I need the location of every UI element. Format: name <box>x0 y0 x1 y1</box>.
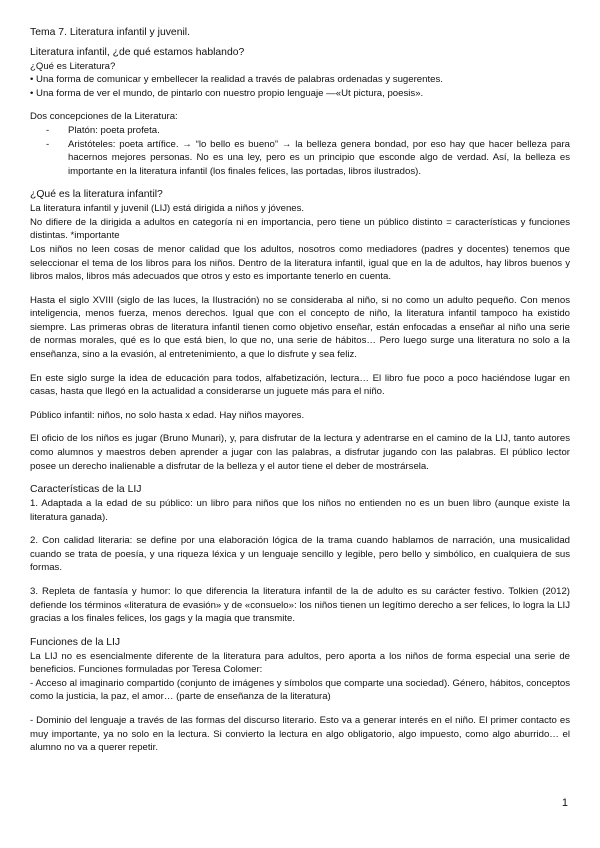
concepts-title: Dos concepciones de la Literatura: <box>30 111 178 123</box>
paragraph: - Acceso al imaginario compartido (conjunto de imágenes y símbolos que comparte una sociedad). Género, hábitos, conceptos como la justicia, la paz, el amor… (parte de enseñanza de la literatura) <box>30 677 570 703</box>
characteristic-item: 2. Con calidad literaria: se define por una elaboración lógica de la trama cuando hablamos de narración, una musicalidad cuando se trata de poesía, y una riqueza léxica y un lenguaje sencillo y legible, pero bello y simbólico, en cualquiera de sus formas. <box>30 535 570 574</box>
paragraph: En este siglo surge la idea de educación para todos, alfabetización, lectura… El libro fue poco a poco haciéndose lugar en casas, hasta que llegó en la actualidad a considerarse un juguete más para el niño. <box>30 372 570 398</box>
bullet-item: • Una forma de ver el mundo, de pintarlo con nuestro propio lenguaje —«Ut pictura, poesis». <box>30 87 424 99</box>
concept-item: - Platón: poeta profeta. <box>46 124 570 138</box>
section-heading-functions: Funciones de la LIJ <box>30 636 121 648</box>
paragraph: No difiere de la dirigida a adultos en categoría ni en importancia, pero tiene un público distinto = características y funciones distintas. *importante <box>30 216 570 242</box>
page-number: 1 <box>561 797 568 809</box>
paragraph: Los niños no leen cosas de menor calidad que los adultos, nosotros como mediadores (padres y docentes) tenemos que seleccionar el tema de los libros para los niños. Dentro de la literatura infantil, igual que en la de adultos, hay libros buenos y libros malos, libros más adecuados que otros y esto es importante tenerlo en cuenta. <box>30 243 570 283</box>
paragraph: La literatura infantil y juvenil (LIJ) está dirigida a niños y jóvenes. <box>30 203 305 215</box>
concept-item: - Aristóteles: poeta artífice. → “lo bello es bueno” → la belleza genera bondad, por eso hay que hacer belleza para hacernos mejores personas. No es una ley, pero es un principio que esconde algo de verdad. Así, la belleza es importante en la literatura infantil (los finales felices, las portadas, libros ilustrados). <box>46 138 570 179</box>
bullet-item: • Una forma de comunicar y embellecer la realidad a través de palabras ordenadas y sugerentes. <box>30 74 443 86</box>
paragraph: La LIJ no es esencialmente diferente de la literatura para adultos, pero aporta a los niños de forma especial una serie de beneficios. Funciones formuladas por Teresa Colomer: <box>30 650 570 676</box>
concepts-list <box>30 124 570 178</box>
section-heading-characteristics: Características de la LIJ <box>30 484 142 496</box>
document-page <box>30 26 570 755</box>
section-heading-intro: Literatura infantil, ¿de qué estamos hablando? <box>30 46 245 58</box>
characteristic-item: 3. Repleta de fantasía y humor: lo que diferencia la literatura infantil de la de adulto es su carácter festivo. Tolkien (2012) defiende los términos «literatura de evasión» y de «consuelo»: los niños tienen un legítimo derecho a ser felices, lo logra la LIJ gracias a los finales felices, los gags y la magia que transmite. <box>30 586 570 625</box>
characteristic-item: 1. Adaptada a la edad de su público: un libro para niños que los niños no entienden no es un buen libro (aunque existe la literatura ganada). <box>30 498 570 523</box>
subheading-what-is-literature: ¿Qué es Literatura? <box>30 60 116 72</box>
document-title: Tema 7. Literatura infantil y juvenil. <box>30 27 190 38</box>
section-heading-what-is-lij: ¿Qué es la literatura infantil? <box>30 189 163 201</box>
paragraph: Público infantil: niños, no solo hasta x edad. Hay niños mayores. <box>30 409 305 421</box>
paragraph: El oficio de los niños es jugar (Bruno Munari), y, para disfrutar de la lectura y adentrarse en el camino de la LIJ, tanto autores como alumnos y maestros deben aprender a jugar con las palabras, a disfrutar jugando con las palabras. El público lector posee un derecho inalienable a disfrutar de la belleza y el autor tiene el deber de mostrársela. <box>30 433 570 472</box>
paragraph: - Dominio del lenguaje a través de las formas del discurso literario. Esto va a generar interés en el niño. El primer contacto es muy importante, ya no solo en la lectura. Si convierto la lectura en algo obligatorio, algo impuesto, como algo aburrido… el alumno no va a querer repetir. <box>30 714 570 754</box>
paragraph: Hasta el siglo XVIII (siglo de las luces, la Ilustración) no se consideraba al niño, si no como un adulto pequeño. Con menos inteligencia, menos fuerza, menos derechos. Igual que con el concepto de niño, la literatura infantil tampoco ha existido siempre. Las primeras obras de literatura infantil tienen como objetivo enseñar, están enfocadas a enseñar al niño una serie de normas morales, qué es lo que está bien, lo que no, una serie de hábitos… Pero luego surge una literatura no solo a la enseñanza, sino a la evasión, al entretenimiento, a que lo disfrute y sea feliz. <box>30 294 570 361</box>
